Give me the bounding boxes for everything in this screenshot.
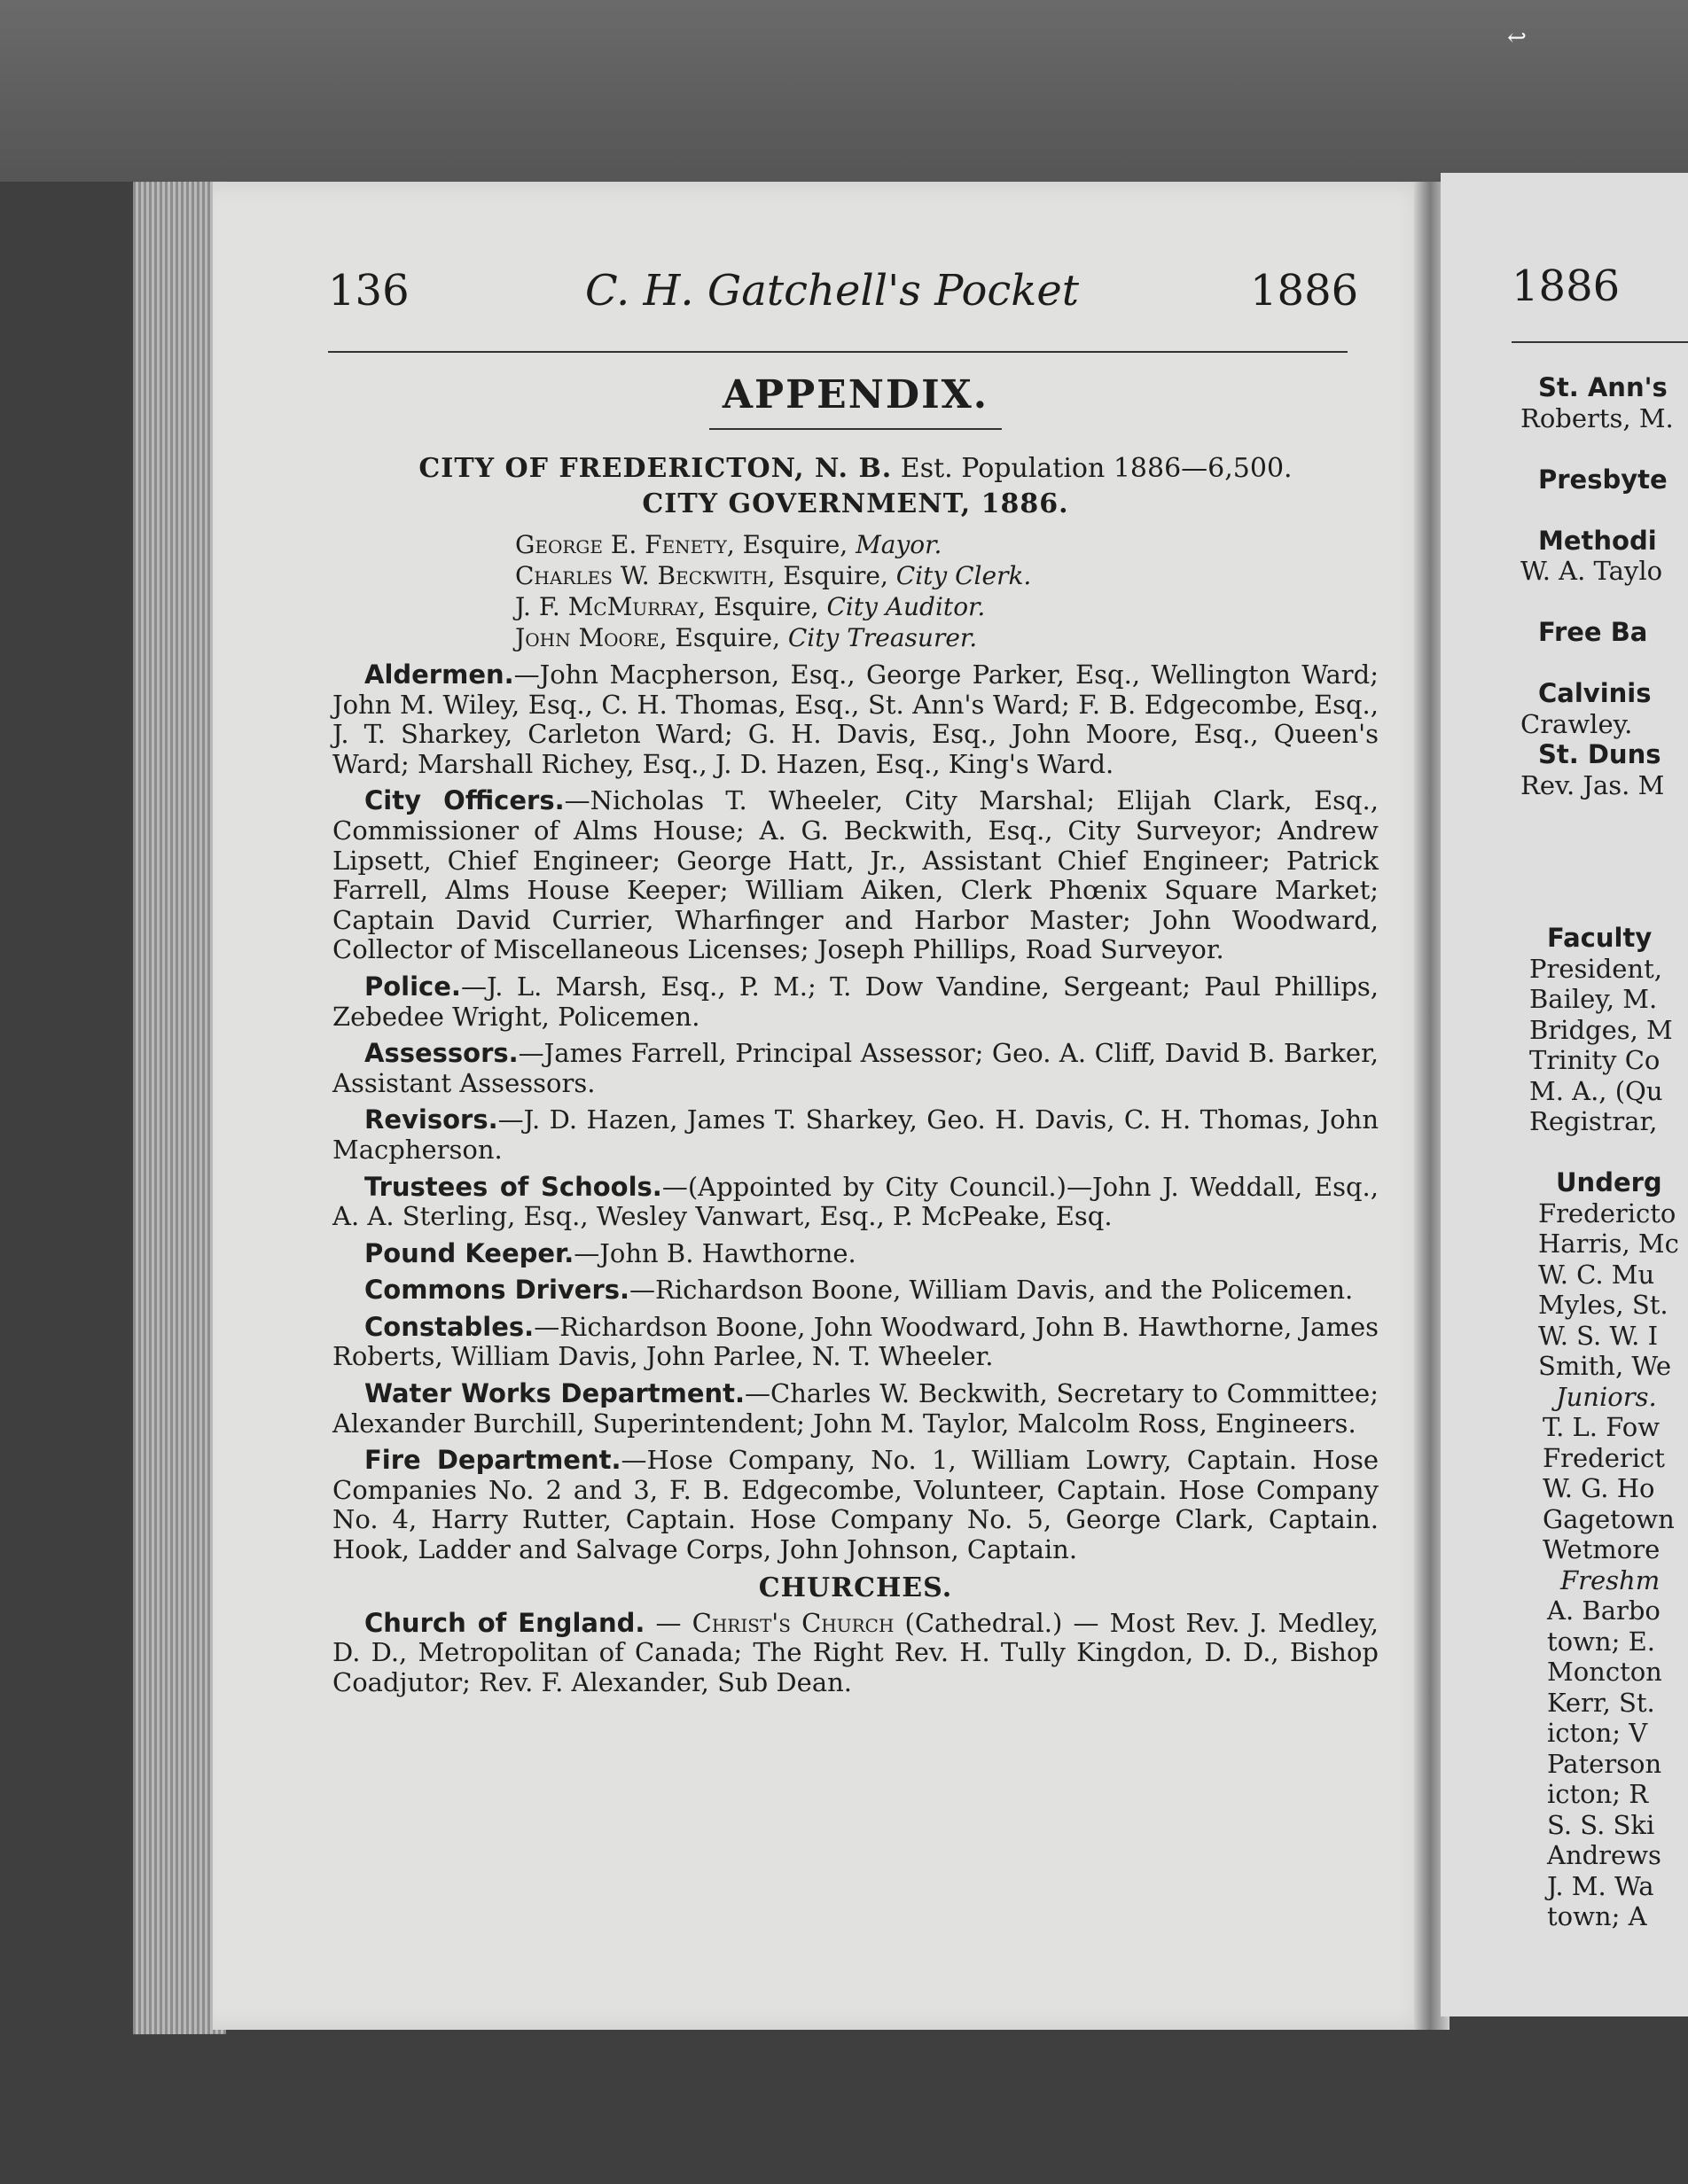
section-text: —(Appointed by City Council.)—John J. Weddall, Esq., A. A. Sterling, Esq., Wesley Vanwart, Esq., P. McPeake, Esq. — [332, 1171, 1379, 1232]
right-page-line: icton; R — [1547, 1779, 1649, 1809]
title-rule — [709, 428, 1002, 430]
section-text: —J. D. Hazen, James T. Sharkey, Geo. H. Davis, C. H. Thomas, John Macpherson. — [332, 1104, 1379, 1165]
right-page-line: Bridges, M — [1529, 1014, 1673, 1045]
section-text: —J. L. Marsh, Esq., P. M.; T. Dow Vandine, Sergeant; Paul Phillips, Zebedee Wright, Policemen. — [332, 971, 1379, 1032]
background-top — [0, 0, 1688, 182]
official-role: City Clerk. — [895, 561, 1032, 590]
right-page-line: Paterson — [1547, 1748, 1662, 1779]
right-page-line: Andrews — [1547, 1840, 1661, 1870]
right-page-line: President, — [1529, 953, 1662, 984]
official-role: City Auditor. — [826, 592, 986, 621]
page-content — [332, 372, 1379, 1704]
right-page-line: Frederict — [1543, 1442, 1665, 1473]
official-name: George E. Fenety — [515, 530, 727, 559]
section-heading: Fire Department. — [364, 1445, 621, 1476]
section-text: (Cathedral.) — Most Rev. J. Medley, D. D., Metropolitan of Canada; The Right Rev. H. Tully Kingdon, D. D., Bishop Coadjutor; Rev. F. Alexander, Sub Dean. — [332, 1607, 1379, 1697]
section-heading: Revisors. — [364, 1104, 498, 1135]
right-page-line — [1520, 893, 1679, 924]
right-page-line: Methodi — [1538, 525, 1657, 556]
right-page-line: Underg — [1556, 1167, 1662, 1197]
officials-list — [515, 529, 1379, 653]
right-page-line: Gagetown — [1543, 1503, 1675, 1534]
section-heading: Church of England. — [364, 1607, 645, 1638]
section-text: —Charles W. Beckwith, Secretary to Committee; Alexander Burchill, Superintendent; John M. Taylor, Malcolm Ross, Engineers. — [332, 1378, 1379, 1439]
right-page-line: W. G. Ho — [1543, 1473, 1655, 1503]
right-page-line — [1520, 862, 1679, 893]
right-page-line — [1520, 587, 1679, 618]
right-page-line: A. Barbo — [1547, 1595, 1661, 1626]
right-page-line: town; A — [1547, 1901, 1647, 1931]
appendix-title: APPENDIX. — [722, 372, 989, 417]
right-page-line: Trinity Co — [1529, 1045, 1661, 1075]
right-page-line: Moncton — [1547, 1657, 1662, 1687]
right-page-line: Myles, St. — [1538, 1290, 1668, 1320]
section-heading: Commons Drivers. — [364, 1275, 630, 1306]
section-revisors — [332, 1105, 1379, 1165]
right-page-line: Presbyte — [1538, 464, 1668, 495]
church-name: Christ's Church — [692, 1607, 895, 1638]
right-page-line: Bailey, M. — [1529, 984, 1658, 1014]
right-page-line: town; E. — [1547, 1626, 1655, 1657]
official-name: John Moore — [515, 623, 660, 652]
section-assessors — [332, 1039, 1379, 1098]
city-line — [332, 451, 1379, 487]
official-auditor — [515, 591, 1379, 622]
section-heading: Aldermen. — [364, 659, 514, 690]
right-page-line: Roberts, M. — [1520, 402, 1674, 433]
official-name: Charles W. Beckwith — [515, 561, 768, 590]
section-water-works — [332, 1379, 1379, 1439]
section-pound-keeper — [332, 1239, 1379, 1269]
section-heading: Assessors. — [364, 1038, 519, 1069]
city-name: CITY OF FREDERICTON, N. B. — [418, 453, 893, 484]
right-page-line: St. Duns — [1538, 739, 1661, 769]
right-page-line: Registrar, — [1529, 1106, 1658, 1136]
official-suffix: , Esquire, — [726, 530, 856, 559]
section-city-officers — [332, 786, 1379, 965]
city-population: Est. Population 1886—6,500. — [900, 453, 1293, 484]
right-page-line: Free Ba — [1538, 617, 1648, 647]
section-heading: City Officers. — [364, 785, 565, 816]
right-page-rule — [1512, 341, 1688, 343]
official-clerk — [515, 560, 1379, 591]
right-page-line: Wetmore — [1543, 1534, 1661, 1564]
section-heading: Pound Keeper. — [364, 1237, 574, 1268]
right-page-line: Crawley. — [1520, 708, 1633, 739]
right-page-line: M. A., (Qu — [1529, 1075, 1663, 1106]
header-year: 1886 — [1250, 266, 1359, 316]
right-page-line: J. M. Wa — [1547, 1870, 1654, 1901]
section-heading: Police. — [364, 971, 461, 1002]
header-rule — [328, 351, 1348, 353]
churches-heading: CHURCHES. — [758, 1572, 953, 1603]
right-page-lines — [1520, 372, 1679, 1932]
section-commons-drivers — [332, 1275, 1379, 1306]
section-text: —John Macpherson, Esq., George Parker, Esq., Wellington Ward; John M. Wiley, Esq., C. H. Thomas, Esq., St. Ann's Ward; F. B. Edgecombe, Esq., J. T. Sharkey, Carleton Ward; G. H. Davis, Esq., John Moore, Esq., Queen's Ward; Marshall Richey, Esq., J. D. Hazen, Esq., King's Ward. — [332, 659, 1379, 779]
right-page-line: T. L. Fow — [1543, 1412, 1661, 1442]
section-police — [332, 972, 1379, 1032]
right-page-line: Harris, Mc — [1538, 1228, 1679, 1259]
right-page-line: W. S. W. I — [1538, 1320, 1659, 1351]
official-mayor — [515, 529, 1379, 560]
right-page-line: Fredericto — [1538, 1197, 1676, 1228]
section-constables — [332, 1313, 1379, 1372]
right-page-line — [1520, 800, 1679, 831]
section-heading: Water Works Department. — [364, 1378, 746, 1409]
right-page-line: icton; V — [1547, 1718, 1648, 1748]
right-page-line: Calvinis — [1538, 678, 1652, 708]
running-title: C. H. Gatchell's Pocket — [585, 266, 1080, 316]
right-page-line — [1520, 433, 1679, 464]
right-page-line — [1520, 495, 1679, 526]
official-suffix: , Esquire, — [767, 561, 896, 590]
right-page-line: W. A. Taylo — [1520, 556, 1663, 586]
official-role: City Treasurer. — [787, 623, 978, 652]
right-page-line: Kerr, St. — [1547, 1687, 1655, 1718]
right-page-line: W. C. Mu — [1538, 1259, 1655, 1290]
right-page-line: Juniors. — [1556, 1381, 1657, 1412]
government-heading: CITY GOVERNMENT, 1886. — [642, 488, 1069, 519]
right-page-line: Smith, We — [1538, 1351, 1672, 1381]
right-page-line: Faculty — [1547, 923, 1653, 953]
right-page-line: Rev. Jas. M — [1520, 769, 1665, 800]
section-fire-department — [332, 1446, 1379, 1564]
right-page-line — [1520, 831, 1679, 862]
official-suffix: , Esquire, — [659, 623, 788, 652]
right-page — [1441, 173, 1688, 2016]
section-church-of-england — [332, 1609, 1379, 1698]
official-suffix: , Esquire, — [698, 592, 827, 621]
corner-mark: ↩ — [1507, 25, 1527, 51]
section-aldermen — [332, 660, 1379, 779]
section-heading: Constables. — [364, 1311, 535, 1342]
section-trustees — [332, 1173, 1379, 1232]
entry-dash: — — [645, 1607, 692, 1638]
official-treasurer — [515, 622, 1379, 653]
right-page-line — [1520, 648, 1679, 679]
section-text: —James Farrell, Principal Assessor; Geo. A. Cliff, David B. Barker, Assistant Assessors. — [332, 1038, 1379, 1098]
right-page-year: 1886 — [1512, 261, 1621, 311]
section-text: —Nicholas T. Wheeler, City Marshal; Elijah Clark, Esq., Commissioner of Alms House; A. G. Beckwith, Esq., City Surveyor; Andrew Lipsett, Chief Engineer; George Hatt, Jr., Assistant Chief Engineer; Patrick Farrell, Alms House Keeper; William Aiken, Clerk Phœnix Square Market; Captain David Currier, Wharfinger and Harbor Master; John Woodward, Collector of Miscellaneous Licenses; Joseph Phillips, Road Surveyor. — [332, 785, 1379, 965]
official-role: Mayor. — [856, 530, 942, 559]
section-text: —John B. Hawthorne. — [574, 1237, 856, 1268]
section-text: —Hose Company, No. 1, William Lowry, Captain. Hose Companies No. 2 and 3, F. B. Edgecombe, Volunteer, Captain. Hose Company No. 4, Harry Rutter, Captain. Hose Company No. 5, George Clark, Captain. Hook, Ladder and Salvage Corps, John Johnson, Captain. — [332, 1445, 1379, 1565]
official-name: J. F. McMurray — [515, 592, 699, 621]
section-text: —Richardson Boone, William Davis, and the Policemen. — [629, 1275, 1354, 1306]
right-page-line: S. S. Ski — [1547, 1809, 1655, 1840]
right-page-line: St. Ann's — [1538, 372, 1668, 402]
right-page-line — [1520, 1137, 1679, 1168]
section-heading: Trustees of Schools. — [364, 1171, 662, 1202]
section-text: —Richardson Boone, John Woodward, John B. Hawthorne, James Roberts, William Davis, John Parlee, N. T. Wheeler. — [332, 1311, 1379, 1372]
right-page-line: Freshm — [1560, 1564, 1661, 1595]
page-number: 136 — [328, 266, 410, 316]
